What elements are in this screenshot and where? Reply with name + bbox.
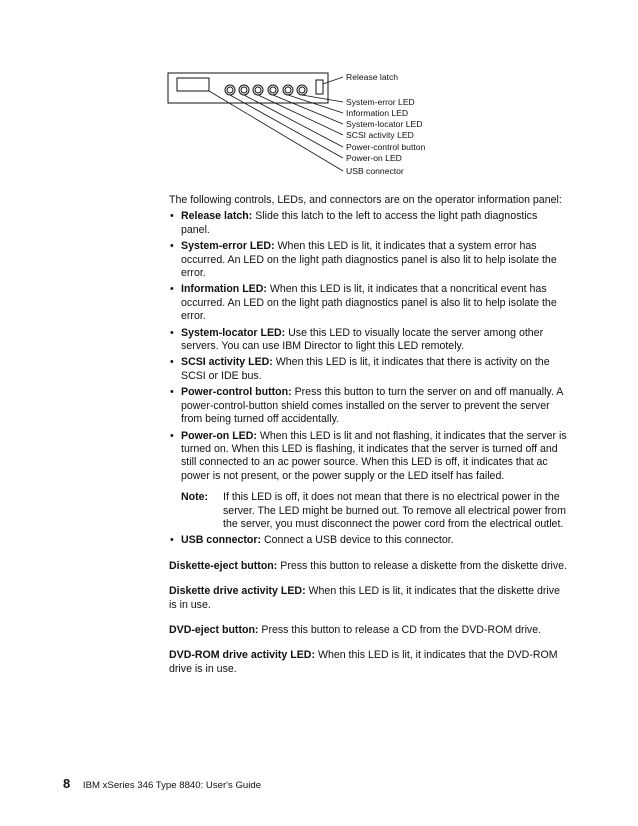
item-text: When this LED is lit, it indicates that there is activity on the SCSI or IDE bus.: [181, 356, 550, 382]
paragraph: [169, 560, 569, 573]
item-term: System-error LED:: [181, 240, 275, 253]
paragraph-text: Press this button to release a CD from the DVD-ROM drive.: [258, 623, 542, 636]
usb-connector: [316, 80, 323, 94]
paragraph: [169, 585, 569, 612]
item-text: Connect a USB device to this connector.: [261, 534, 454, 547]
paragraph: [169, 624, 569, 637]
item-text: Use this LED to visually locate the server among other servers. You can use IBM Director to light this LED remotely.: [181, 326, 544, 353]
callout-line: [230, 95, 343, 158]
page-number: 8: [63, 776, 71, 791]
item-text: When this LED is lit, it indicates that a system error has occurred. An LED on the light path diagnostics panel is also lit to help isolate the error.: [181, 240, 557, 280]
paragraph-text: When this LED is lit, it indicates that the diskette drive is in use.: [169, 585, 560, 611]
list-item: [169, 210, 569, 237]
note-text: If this LED is off, it does not mean that there is no electrical power in the server. The LED might be burned out. To remove all electrical power from the server, you must disconnect the power cord from the electrical outlet.: [223, 491, 566, 530]
bullet-icon: •: [170, 356, 174, 369]
callout-power-control-button: Power-control button: [346, 142, 426, 152]
callout-usb-connector: USB connector: [346, 166, 404, 176]
callout-line: [302, 95, 343, 102]
bullet-icon: •: [170, 283, 174, 296]
item-term: System-locator LED:: [181, 326, 286, 339]
item-term: Release latch:: [181, 210, 253, 223]
paragraph-text: Press this button to release a diskette from the diskette drive.: [277, 559, 568, 572]
list-item: [169, 327, 569, 354]
list-item: [169, 240, 569, 280]
bullet-icon: •: [170, 386, 174, 399]
callout-information-led: Information LED: [346, 108, 409, 118]
callout-line: [258, 95, 343, 135]
bullet-icon: •: [170, 534, 174, 547]
note-block: [181, 491, 569, 531]
bullet-icon: •: [170, 326, 174, 339]
callout-system-locator-led: System-locator LED: [346, 119, 423, 129]
operator-panel-diagram: [0, 0, 638, 190]
intro-text: The following controls, LEDs, and connectors are on the operator information panel:: [169, 194, 562, 206]
item-term: SCSI activity LED:: [181, 356, 273, 369]
item-term: Power-on LED:: [181, 429, 257, 442]
release-latch: [177, 78, 209, 91]
callout-scsi-activity-led: SCSI activity LED: [346, 130, 414, 140]
note-label: Note:: [181, 491, 209, 504]
item-text: Slide this latch to the left to access the light path diagnostics panel.: [181, 210, 538, 236]
bullet-icon: •: [170, 240, 174, 253]
paragraph: [169, 649, 569, 676]
item-term: USB connector:: [181, 534, 262, 547]
callout-power-on-led: Power-on LED: [346, 153, 402, 163]
callout-system-error-led: System-error LED: [346, 97, 415, 107]
callout-line: [323, 77, 343, 84]
item-term: Power-control button:: [181, 386, 292, 399]
list-item: [169, 430, 569, 484]
bullet-icon: •: [170, 210, 174, 223]
list-item: [169, 534, 569, 547]
item-term: Information LED:: [181, 283, 267, 296]
list-item: [169, 356, 569, 383]
list-item: [169, 283, 569, 323]
list-item: [169, 386, 569, 426]
paragraph-term: DVD-eject button:: [169, 623, 259, 636]
bullet-icon: •: [170, 429, 174, 442]
item-text: When this LED is lit and not flashing, it indicates that the server is turned on. When this LED is flashing, it indicates that the server is turned off and still connected to an ac power source. When this LED is off, it indicates that ac power is not present, or the power supply or the LED itself has failed.: [181, 429, 567, 482]
footer-title: IBM xSeries 346 Type 8840: User's Guide: [82, 780, 262, 791]
item-text: Press this button to turn the server on and off manually. A power-control-button shield comes installed on the server to prevent the server from being turned off accidentally.: [181, 386, 563, 426]
callout-release-latch: Release latch: [346, 72, 399, 82]
page-content: [169, 194, 569, 676]
paragraph-term: Diskette-eject button:: [169, 559, 278, 572]
item-text: When this LED is lit, it indicates that a noncritical event has occurred. An LED on the light path diagnostics panel is also lit to help isolate the error.: [181, 283, 557, 323]
paragraph-term: DVD-ROM drive activity LED:: [169, 649, 315, 662]
paragraph-text: When this LED is lit, it indicates that the DVD-ROM drive is in use.: [169, 649, 558, 675]
page-footer: [63, 778, 261, 792]
paragraph-term: Diskette drive activity LED:: [169, 585, 306, 598]
